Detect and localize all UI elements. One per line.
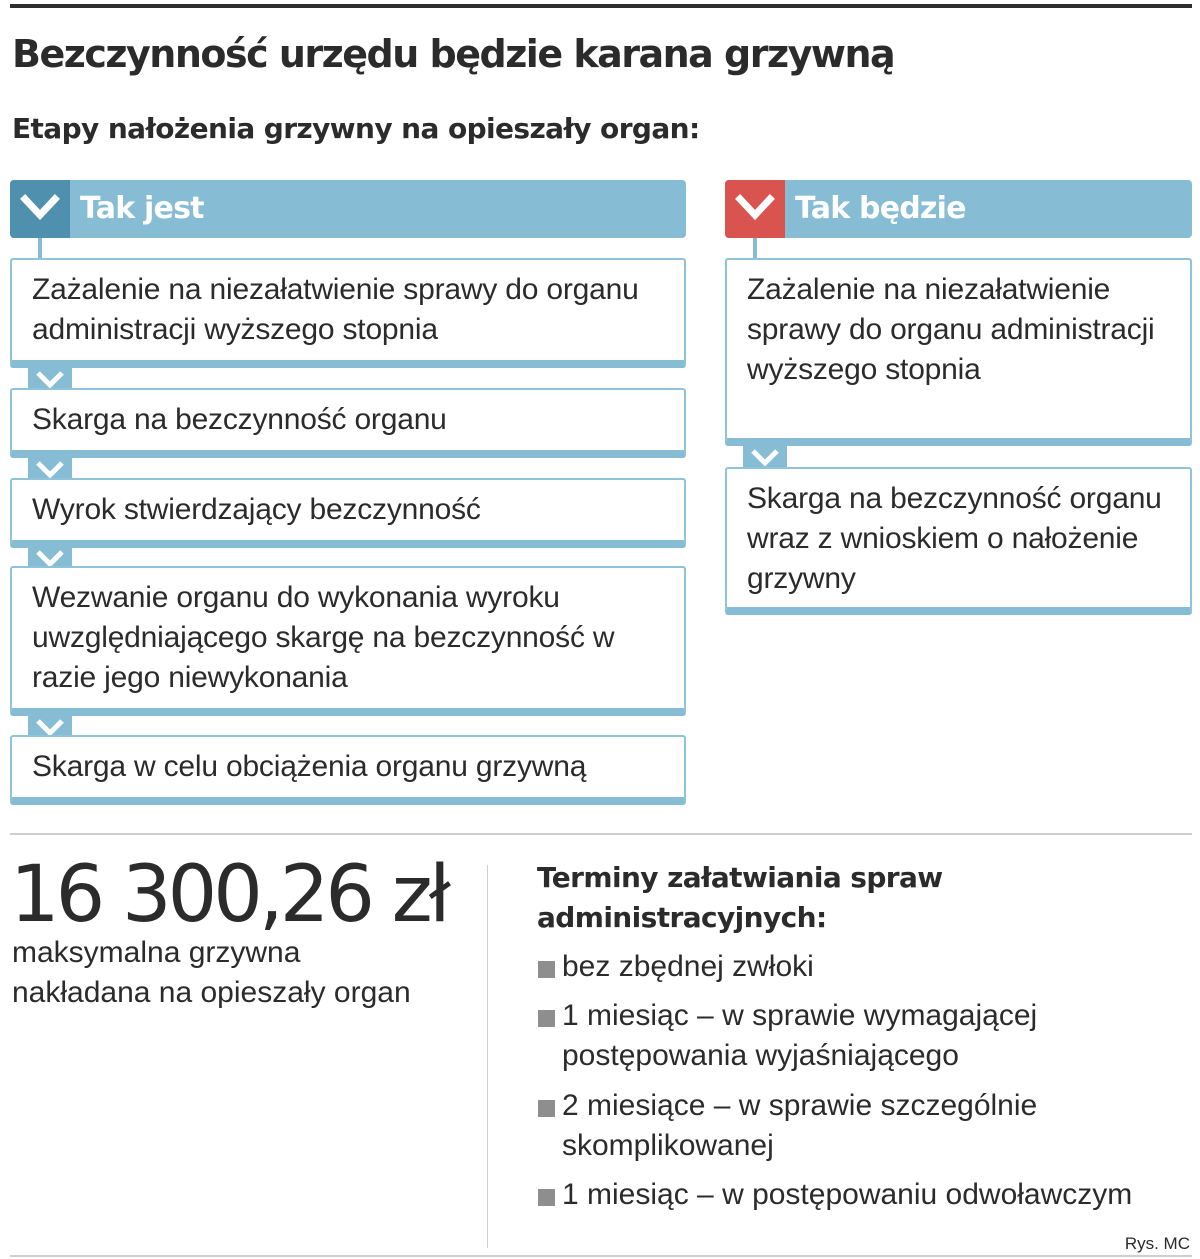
step-current-5: [10, 735, 686, 805]
deadline-item: [562, 1086, 1182, 1166]
page-title: Bezczynność urzędu będzie karana grzywną: [12, 32, 895, 76]
top-rule: [10, 4, 1192, 8]
step-current-1: [10, 258, 686, 368]
divider-horizontal: [10, 833, 1192, 835]
header-future: [725, 180, 1192, 238]
chevron-down-icon: [10, 180, 70, 238]
step-future-1: [725, 258, 1192, 446]
bullet-square-icon: [538, 1100, 555, 1117]
deadline-text: bez zbędnej zwłoki: [562, 950, 814, 983]
step-current-4: [10, 566, 686, 716]
deadline-item: [562, 947, 1182, 987]
header-current-label: Tak jest: [80, 191, 204, 226]
bottom-rule: [10, 1255, 1192, 1257]
chevron-down-icon: [725, 180, 785, 238]
step-text: Skarga w celu obciążenia organu grzywną: [32, 750, 587, 783]
divider-vertical: [487, 865, 488, 1248]
step-text: Skarga na bezczynność organu wraz z wnioskiem o nałożenie grzywny: [747, 482, 1162, 595]
deadline-text: 1 miesiąc – w sprawie wymagającej postępowania wyjaśniającego: [562, 999, 1038, 1072]
step-future-2: [725, 467, 1192, 615]
deadline-text: 1 miesiąc – w postępowaniu odwoławczym: [562, 1178, 1133, 1211]
step-text: Skarga na bezczynność organu: [32, 403, 447, 436]
step-text: Zażalenie na niezałatwienie sprawy do organu administracji wyższego stopnia: [32, 273, 639, 346]
step-current-2: [10, 388, 686, 458]
step-text: Zażalenie na niezałatwienie sprawy do organu administracji wyższego stopnia: [747, 273, 1155, 386]
deadline-text: 2 miesiące – w sprawie szczególnie skomplikowanej: [562, 1089, 1038, 1162]
step-text: Wyrok stwierdzający bezczynność: [32, 493, 481, 526]
step-current-3: [10, 478, 686, 548]
connector: [753, 238, 757, 260]
page-subtitle: Etapy nałożenia grzywny na opieszały organ:: [12, 112, 700, 145]
deadline-item: [562, 1175, 1182, 1215]
max-fine-caption: maksymalna grzywna nakładana na opieszały organ: [12, 936, 411, 1009]
step-text: Wezwanie organu do wykonania wyroku uwzględniającego skargę na bezczynność w razie jego niewykonania: [32, 581, 615, 694]
deadlines-title: Terminy załatwiania spraw administracyjnych:: [537, 861, 943, 934]
bullet-square-icon: [538, 1189, 555, 1206]
deadline-item: [562, 996, 1182, 1076]
header-future-label: Tak będzie: [795, 191, 966, 226]
header-current: [10, 180, 686, 238]
max-fine-amount: 16 300,26 zł: [10, 850, 447, 940]
connector: [38, 238, 42, 260]
bullet-square-icon: [538, 1010, 555, 1027]
credit: Rys. MC: [1124, 1234, 1190, 1253]
bullet-square-icon: [538, 961, 555, 978]
